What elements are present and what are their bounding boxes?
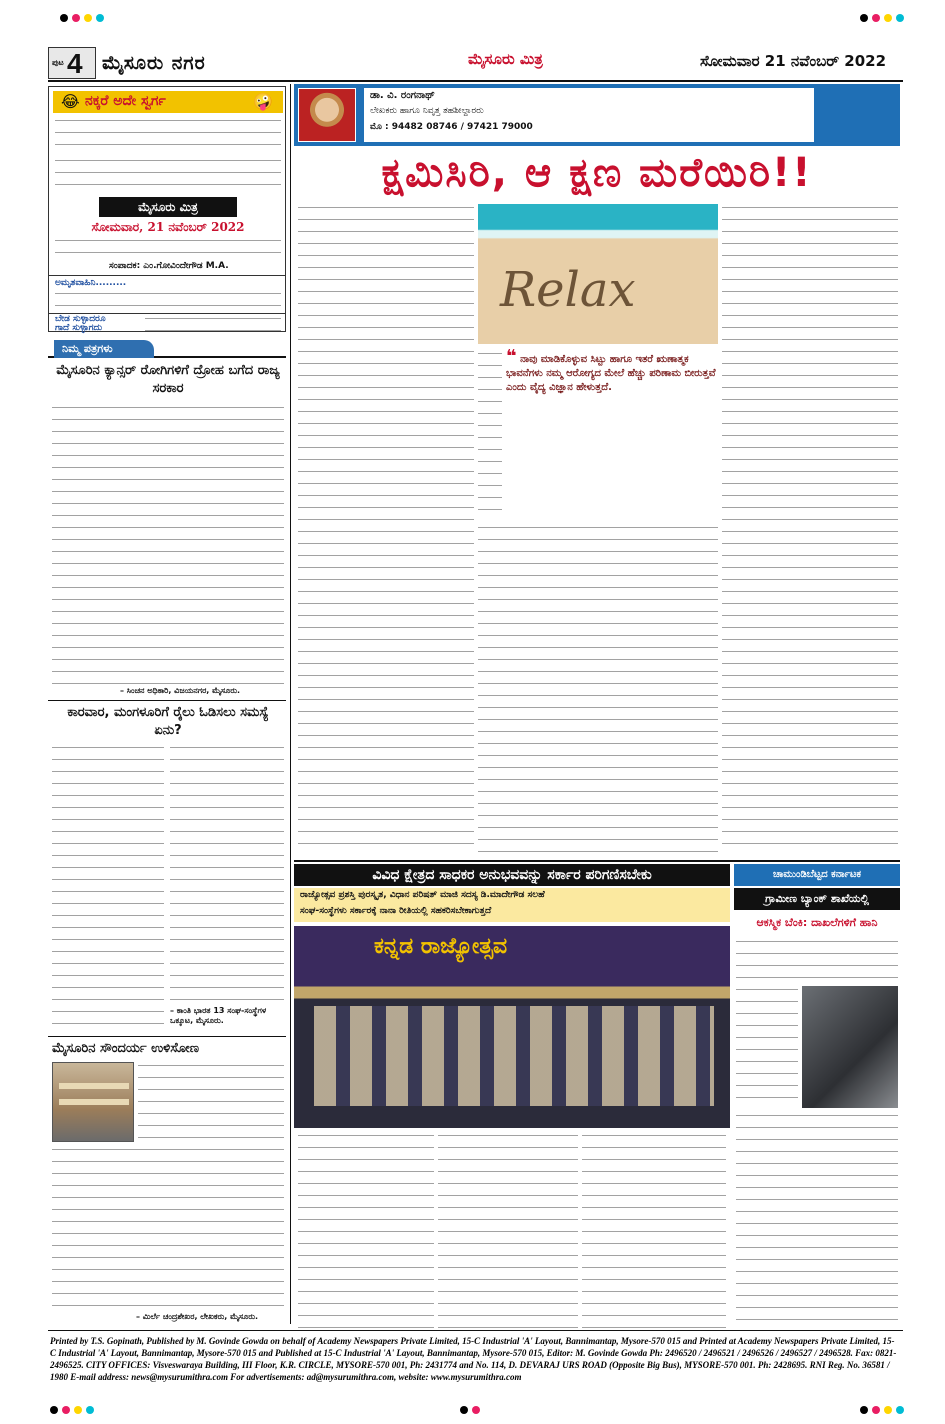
bank-sub: ಆಕಸ್ಮಿಕ ಬೆಂಕಿ: ದಾಖಲೆಗಳಿಗೆ ಹಾನಿ	[756, 916, 878, 929]
headline-wrap	[294, 150, 900, 200]
column-name: ಚಿಂತನೆ	[764, 102, 800, 121]
honour-col-2	[438, 1132, 578, 1328]
letter-2-body-right	[170, 744, 284, 1004]
relax-image	[478, 204, 718, 344]
section-title: ಮೈಸೂರು ನಗರ	[102, 52, 206, 74]
masthead: ಮೈಸೂರು ಮಿತ್ರ	[99, 197, 237, 217]
letter-3-body	[52, 1146, 284, 1312]
honour-photo	[294, 926, 730, 1128]
letter-1-body	[52, 404, 284, 684]
letter-2	[52, 704, 284, 740]
honour-sub-1: ರಾಜ್ಯೋತ್ಸವ ಪ್ರಶಸ್ತಿ ಪುರಸ್ಕೃತ, ವಿಧಾನ ಪರಿಷತ್ ಮಾಜಿ ಸದಸ್ಯ ಡಿ.ಮಾದೇಗೌಡ ಸಲಹೆ	[300, 890, 545, 900]
author-name: ಡಾ. ವಿ. ರಂಗನಾಥ್	[370, 90, 435, 101]
letter-1	[52, 362, 284, 398]
letter-2-body-left	[52, 744, 164, 1032]
footer-imprint: Printed by T.S. Gopinath, Published by M. Govinde Gowda on behalf of Academy Newspapers Private Limited, 15-C Industrial 'A' Layout, Bannimantap, Mysore-570 015 and Printed at Academy Newspapers Private Limited, 15-C Industrial 'A' Layout, Bannimantap, Mysore-570 015 and Published at 15-C Industrial 'A' Layout, Bannimantap, Mysore-570 015, Editor: M. Govinde Gowda Ph: 2496520 / 2496521 / 2496526 / 2496527 / 2496528. Fax: 0821-2496525. CITY OFFICES: Visveswaraya Building, III Floor, K.R. CIRCLE, MYSORE-570 001, Ph: 2431774 and No. 114, D. DEVARAJ URS ROAD (Opposite Big Bus), MYSORE-570 001. Ph: 2428695. RNI Reg. No. 36581 / 1980 E-mail address: news@mysurumithra.com For advertisements: ad@mysurumithra.com, website: www.mysurumithra.com	[50, 1336, 897, 1382]
page-label: ಪುಟ	[52, 58, 64, 67]
letter-3-signature: – ಮಿರ್ಲೆ ಚಂದ್ರಶೇಖರ, ಲೇಖಕರು, ಮೈಸೂರು.	[136, 1312, 259, 1321]
article-headline: ಕ್ಷಮಿಸಿರಿ, ಆ ಕ್ಷಣ ಮರೆಯಿರಿ!!	[381, 150, 813, 196]
author-photo	[298, 88, 356, 142]
proverb-left-2: ಗಾದೆ ಸುಳ್ಳಾಗದು	[55, 323, 103, 333]
proverb-left-1: ಬೇಡ ಸುಳ್ಳಾದರೂ	[55, 314, 106, 324]
amrutha-label: ಅಮೃತವಾಹಿನಿ.........	[55, 278, 127, 288]
masthead-date: ಸೋಮವಾರ, 21 ನವೆಂಬರ್ 2022	[91, 220, 245, 234]
humour-title: ನಕ್ಕರೆ ಅದೇ ಸ್ವರ್ಗ	[85, 93, 166, 109]
relax-word: Relax	[500, 262, 636, 318]
laugh-icon: 😂	[61, 92, 80, 111]
quote-icon: ❝	[506, 346, 517, 367]
article-col-2	[478, 524, 718, 854]
letter-2-title: ಕಾರವಾರ, ಮಂಗಳೂರಿಗೆ ರೈಲು ಓಡಿಸಲು ಸಮಸ್ಯೆ ಏನು?	[67, 705, 269, 738]
pullquote	[506, 346, 720, 520]
letter-1-title: ಮೈಸೂರಿನ ಕ್ಯಾನ್ಸರ್ ರೋಗಿಗಳಿಗೆ ದ್ರೋಹ ಬಗೆದ ರಾಜ್ಯ ಸರಕಾರ	[56, 363, 280, 396]
header-rule	[48, 80, 903, 82]
honour-headline: ವಿವಿಧ ಕ್ಷೇತ್ರದ ಸಾಧಕರ ಅನುಭವವನ್ನು ಸರ್ಕಾರ ಪರಿಗಣಿಸಬೇಕು	[294, 864, 730, 886]
editor-line: ಸಂಪಾದಕ: ಎಂ.ಗೋವಿಂದೇಗೌಡ M.A.	[109, 261, 229, 271]
humour-box	[48, 86, 286, 332]
page-number: 4	[67, 48, 83, 79]
humour-title-bar	[53, 91, 283, 113]
letter-3-title: ಮೈಸೂರಿನ ಸೌಂದರ್ಯ ಉಳಿಸೋಣ	[52, 1041, 199, 1056]
cartoon-icon: 🤪	[253, 92, 273, 111]
letters-header	[48, 338, 286, 358]
article-col-1	[298, 204, 474, 854]
bank-headline: ಗ್ರಾಮೀಣ ಬ್ಯಾಂಕ್ ಶಾಖೆಯಲ್ಲಿ	[734, 888, 900, 910]
honour-subheads	[294, 888, 730, 922]
page-number-box	[48, 47, 96, 79]
letter-3	[52, 1040, 284, 1058]
palace-photo	[52, 1062, 134, 1142]
author-phone: ಮೊ : 94482 08746 / 97421 79000	[370, 122, 533, 132]
author-role: ಲೇಖಕರು ಹಾಗೂ ನಿವೃತ್ತ ತಹಶೀಲ್ದಾರರು	[370, 106, 484, 116]
bank-body	[736, 1112, 898, 1328]
letter-1-signature: – ಸಿಂಚನ ಅಧಿಕಾರಿ, ವಿಜಯನಗರ, ಮೈಸೂರು.	[120, 686, 241, 695]
paper-name: ಮೈಸೂರು ಮಿತ್ರ	[468, 50, 543, 68]
issue-date: ಸೋಮವಾರ 21 ನವೆಂಬರ್ 2022	[700, 52, 887, 70]
honour-col-1	[298, 1132, 434, 1328]
bank-fire-photo	[802, 986, 898, 1108]
bank-kicker: ಚಾಮುಂಡಿಬೆಟ್ಟದ ಕರ್ನಾಟಕ	[734, 864, 900, 886]
honour-sub-2: ಸಂಘ-ಸಂಸ್ಥೆಗಳು ಸರ್ಕಾರಕ್ಕೆ ನಾನಾ ರೀತಿಯಲ್ಲಿ ಸಹಕರಿಸಬೇಕಾಗುತ್ತದೆ	[300, 906, 492, 916]
article-col-3	[722, 552, 898, 854]
author-band	[294, 84, 900, 146]
letter-2-signature: – ಕಾಂತಿ ಭಾರತ 13 ಸಂಘ-ಸಂಸ್ಥೆಗಳ ಒಕ್ಕೂಟ, ಮೈಸೂರು.	[170, 1006, 267, 1025]
pullquote-text: ನಾವು ಮಾಡಿಕೊಳ್ಳುವ ಸಿಟ್ಟು ಹಾಗೂ ಇತರೆ ಋಣಾತ್ಮಕ ಭಾವನೆಗಳು ನಮ್ಮ ಆರೋಗ್ಯದ ಮೇಲೆ ಹೆಚ್ಚು ಪರಿಣಾಮ ಬೀರುತ್ತವೆ ಎಂದು ವೈದ್ಯ ವಿಜ್ಞಾನ ಹೇಳುತ್ತದೆ.	[506, 354, 716, 393]
honour-col-3	[582, 1132, 726, 1328]
banner-text: ಕನ್ನಡ ರಾಜ್ಯೋತ್ಸವ	[374, 934, 508, 959]
letters-section-title: ನಿಮ್ಮ ಪತ್ರಗಳು	[54, 340, 154, 358]
